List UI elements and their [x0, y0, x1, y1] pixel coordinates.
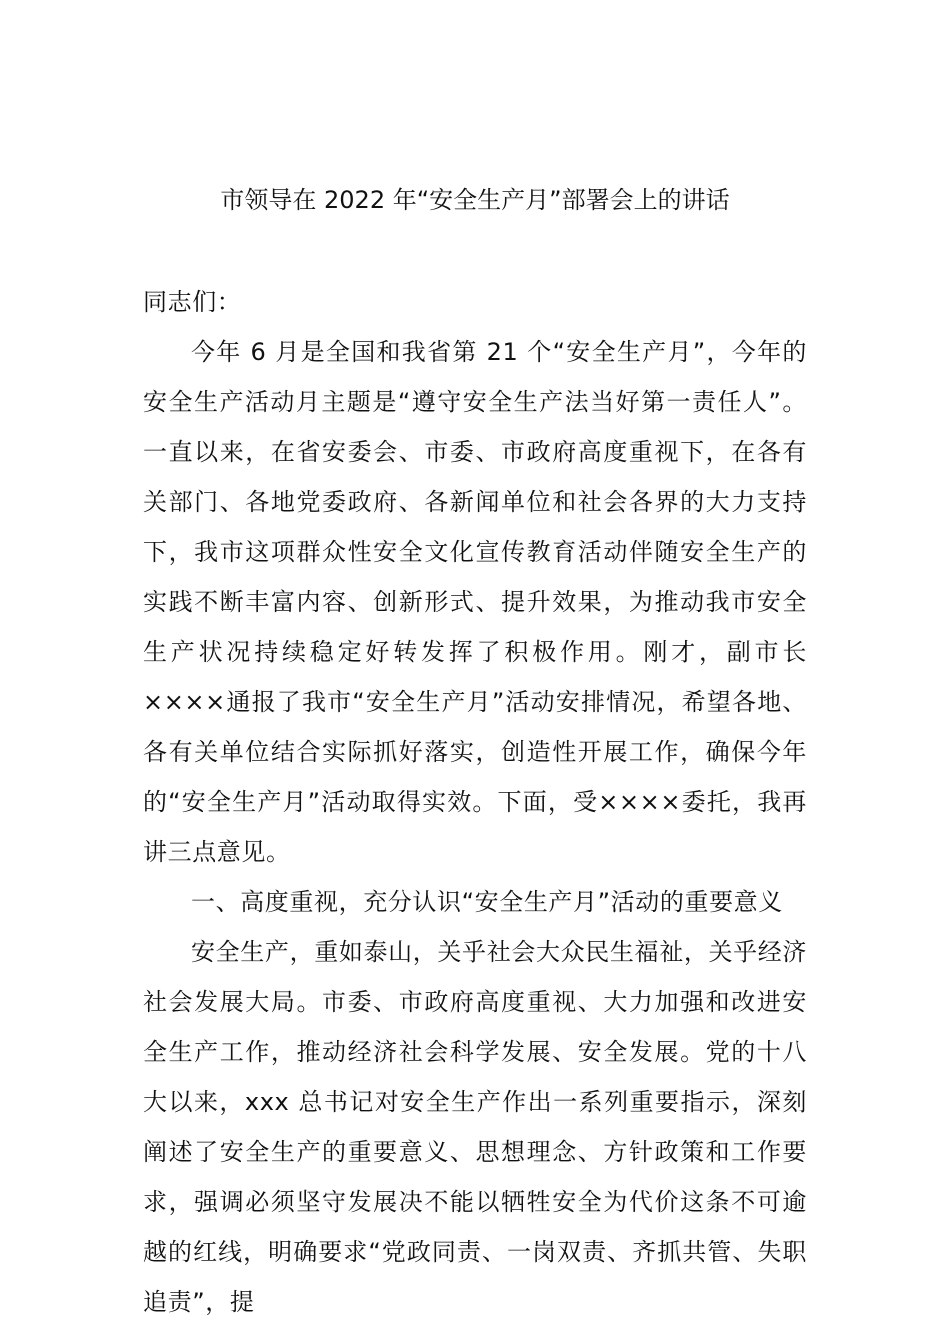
- paragraph-intro: 今年 6 月是全国和我省第 21 个“安全生产月”，今年的安全生产活动月主题是“遵守安全生产法当好第一责任人”。一直以来，在省安委会、市委、市政府高度重视下，在各有关部门、各地党委政府、各新闻单位和社会各界的大力支持下，我市这项群众性安全文化宣传教育活动伴随安全生产的实践不断丰富内容、创新形式、提升效果，为推动我市安全生产状况持续稳定好转发挥了积极作用。刚才，副市长××××通报了我市“安全生产月”活动安排情况，希望各地、各有关单位结合实际抓好落实，创造性开展工作，确保今年的“安全生产月”活动取得实效。下面，受××××委托，我再讲三点意见。: [143, 338, 807, 866]
- salutation: 同志们：: [143, 288, 242, 316]
- section-heading-1: 一、高度重视，充分认识“安全生产月”活动的重要意义: [191, 888, 783, 916]
- paragraph-section-1: 安全生产，重如泰山，关乎社会大众民生福祉，关乎经济社会发展大局。市委、市政府高度重视、大力加强和改进安全生产工作，推动经济社会科学发展、安全发展。党的十八大以来，xxx 总书记对安全生产作出一系列重要指示，深刻阐述了安全生产的重要意义、思想理念、方针政策和工作要求，强调必须坚守发展决不能以牺牲安全为代价这条不可逾越的红线，明确要求“党政同责、一岗双责、齐抓共管、失职追责”，提: [143, 938, 807, 1316]
- document-title: 市领导在 2022 年“安全生产月”部署会上的讲话: [220, 186, 730, 214]
- document-body: [143, 277, 807, 1327]
